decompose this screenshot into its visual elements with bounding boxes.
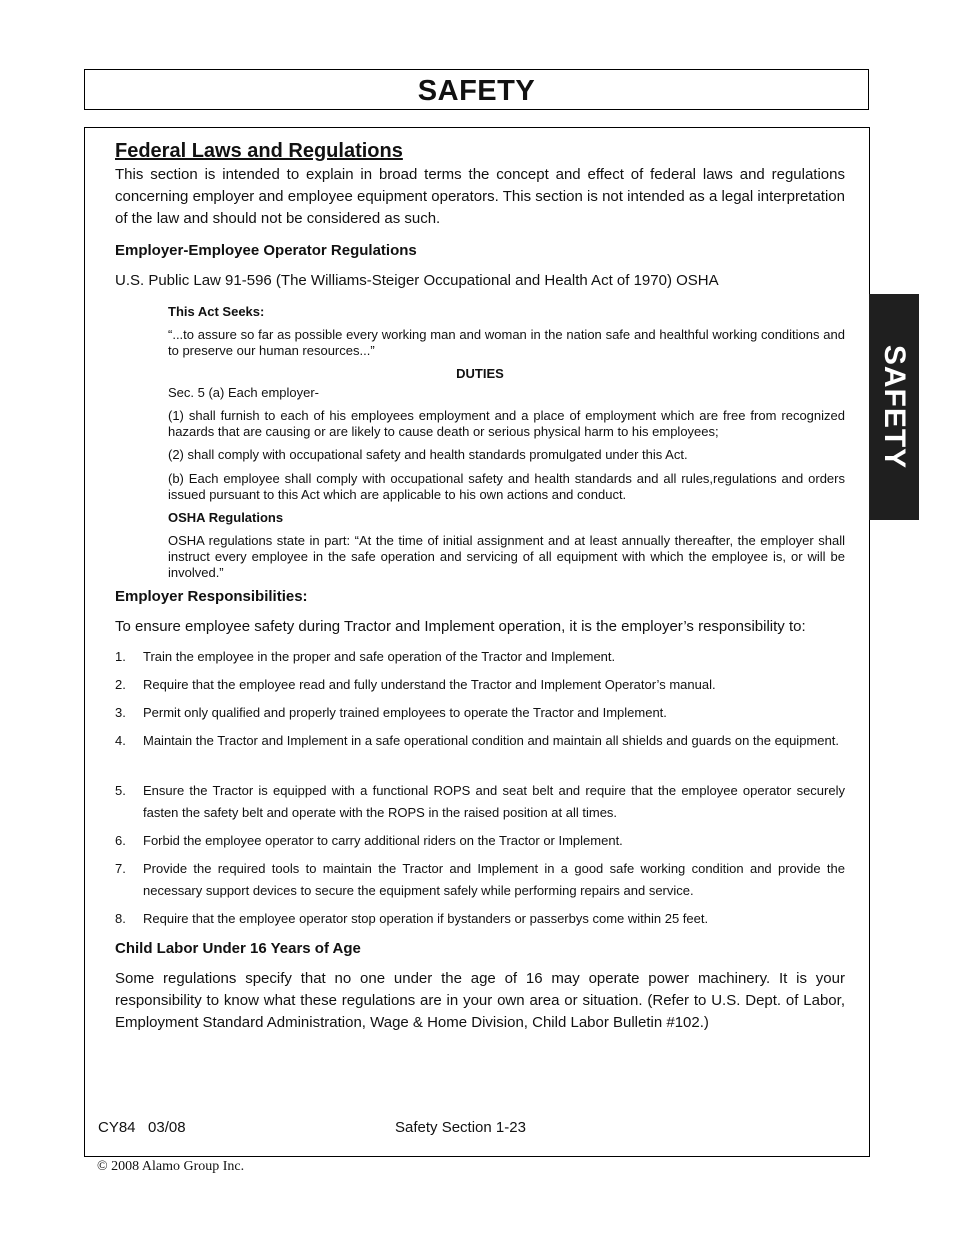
list-item-number: 7. bbox=[115, 861, 126, 876]
employer-employee-heading: Employer-Employee Operator Regulations bbox=[115, 242, 417, 259]
list-item-number: 3. bbox=[115, 705, 126, 720]
child-labor-heading: Child Labor Under 16 Years of Age bbox=[115, 940, 361, 957]
list-item-number: 2. bbox=[115, 677, 126, 692]
act-seeks-heading: This Act Seeks: bbox=[168, 304, 265, 319]
footer-model: CY84 03/08 bbox=[98, 1119, 186, 1136]
duty-b-text: (b) Each employee shall comply with occupational safety and health standards and all rules,regulations and orders issued pursuant to this Act which are applicable to his own actions and conduct. bbox=[168, 471, 845, 502]
list-item-number: 5. bbox=[115, 783, 126, 798]
osha-heading: OSHA Regulations bbox=[168, 510, 284, 525]
list-item: Provide the required tools to maintain the Tractor and Implement in a good safe working condition and provide the necessary support devices to secure the equipment safely while performing repairs and service. bbox=[143, 861, 845, 898]
footer-page-number: Safety Section 1-23 bbox=[395, 1119, 526, 1136]
list-item: Require that the employee read and fully understand the Tractor and Implement Operator’s manual. bbox=[143, 677, 716, 692]
osha-text: OSHA regulations state in part: “At the time of initial assignment and at least annually thereafter, the employer shall instruct every employee in the safe operation and servicing of all equipment with which the employee is, or will be involved.” bbox=[168, 533, 845, 580]
child-labor-text: Some regulations specify that no one under the age of 16 may operate power machinery. It is your responsibility to know what these regulations are in your own area or situation. (Refer to U.S. Dept. of Labor, Employment Standard Administration, Wage & Home Division, Child Labor Bulletin #102.) bbox=[115, 970, 845, 1031]
employer-responsibilities-intro: To ensure employee safety during Tractor and Implement operation, it is the employer’s responsibility to: bbox=[115, 618, 806, 635]
copyright-text: © 2008 Alamo Group Inc. bbox=[97, 1159, 245, 1174]
list-item-number: 4. bbox=[115, 733, 126, 748]
employer-responsibilities-heading: Employer Responsibilities: bbox=[115, 588, 308, 605]
list-item: Forbid the employee operator to carry additional riders on the Tractor or Implement. bbox=[143, 833, 623, 848]
list-item-number: 6. bbox=[115, 833, 126, 848]
duty-2-text: (2) shall comply with occupational safety and health standards promulgated under this Act. bbox=[168, 447, 688, 462]
list-item: Train the employee in the proper and safe operation of the Tractor and Implement. bbox=[143, 649, 616, 664]
list-item: Permit only qualified and properly trained employees to operate the Tractor and Implement. bbox=[143, 705, 667, 720]
list-item: Ensure the Tractor is equipped with a functional ROPS and seat belt and require that the employee operator securely fasten the safety belt and operate with the ROPS in the raised position at all times. bbox=[143, 783, 845, 820]
list-item: Maintain the Tractor and Implement in a safe operational condition and maintain all shields and guards on the equipment. bbox=[143, 733, 839, 748]
sec5-text: Sec. 5 (a) Each employer- bbox=[168, 385, 320, 400]
duties-heading: DUTIES bbox=[456, 366, 504, 381]
public-law-text: U.S. Public Law 91-596 (The Williams-Steiger Occupational and Health Act of 1970) OSHA bbox=[115, 272, 719, 289]
duty-1-text: (1) shall furnish to each of his employees employment and a place of employment which are free from recognized hazards that are causing or are likely to cause death or serious physical harm to his employees; bbox=[168, 408, 845, 439]
side-tab-label: SAFETY bbox=[878, 344, 911, 470]
section-intro: This section is intended to explain in broad terms the concept and effect of federal laws and regulations concerning employer and employee equipment operators. This section is not intended as a legal interpretation of the law and should not be considered as such. bbox=[115, 166, 845, 227]
list-item-number: 1. bbox=[115, 649, 126, 664]
side-tab bbox=[869, 294, 919, 520]
act-seeks-quote: “...to assure so far as possible every working man and woman in the nation safe and healthful working conditions and to preserve our human resources...” bbox=[168, 327, 845, 358]
header-box bbox=[84, 69, 869, 110]
list-item: Require that the employee operator stop operation if bystanders or passerbys come within 25 feet. bbox=[143, 911, 709, 926]
section-title: Federal Laws and Regulations bbox=[115, 140, 403, 162]
page-header-title: SAFETY bbox=[417, 75, 536, 107]
list-item-number: 8. bbox=[115, 911, 126, 926]
